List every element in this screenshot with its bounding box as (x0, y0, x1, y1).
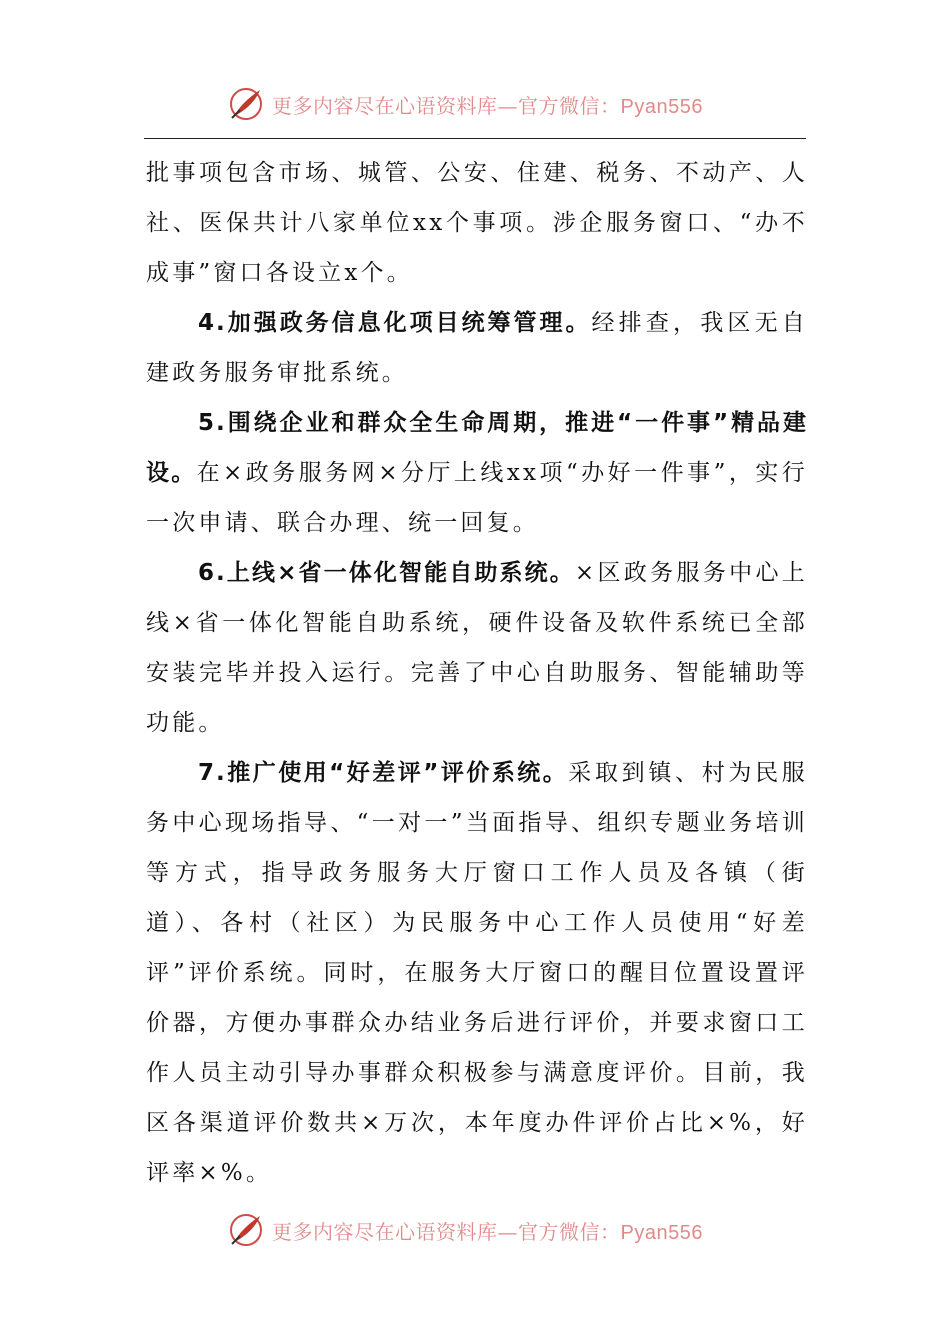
header-divider (144, 138, 806, 139)
document-body (146, 148, 808, 1198)
item-heading: 7.推广使用“好差评”评价系统。 (198, 760, 569, 786)
footer-watermark (0, 1208, 950, 1252)
paragraph-continued: 批事项包含市场、城管、公安、住建、税务、不动产、人社、医保共计八家单位xx个事项。涉企服务窗口、“办不成事”窗口各设立x个。 (146, 160, 808, 286)
paragraph-item-7: 7.推广使用“好差评”评价系统。采取到镇、村为民服务中心现场指导、“一对一”当面指导、组织专题业务培训等方式，指导政务服务大厅窗口工作人员及各镇（街道）、各村（社区）为民服务中心工作人员使用“好差评”评价系统。同时，在服务大厅窗口的醒目位置设置评价器，方便办事群众办结业务后进行评价，并要求窗口工作人员主动引导办事群众积极参与满意度评价。目前，我区各渠道评价数共×万次，本年度办件评价占比×%，好评率×%。 (146, 760, 808, 1186)
feather-pen-logo-icon (226, 84, 266, 124)
item-heading: 6.上线×省一体化智能自助系统。 (198, 560, 575, 586)
paragraph-item-6: 6.上线×省一体化智能自助系统。×区政务服务中心上线×省一体化智能自助系统，硬件设备及软件系统已全部安装完毕并投入运行。完善了中心自助服务、智能辅助等功能。 (146, 560, 809, 736)
paragraph-item-5: 5.围绕企业和群众全生命周期，推进“一件事”精品建设。在×政务服务网×分厅上线xx项“办好一件事”，实行一次申请、联合办理、统一回复。 (146, 410, 808, 536)
paragraph-item-4: 4.加强政务信息化项目统筹管理。经排查，我区无自建政务服务审批系统。 (146, 310, 808, 386)
item-heading: 5.围绕企业和群众全生命周期，推进“一件事”精品建设。 (146, 410, 808, 486)
feather-pen-logo-icon (226, 1210, 266, 1250)
watermark-text: 更多内容尽在心语资料库—官方微信：Pyan556 (272, 1219, 703, 1244)
watermark-text: 更多内容尽在心语资料库—官方微信：Pyan556 (272, 93, 703, 118)
header-watermark (0, 82, 950, 126)
item-heading: 4.加强政务信息化项目统筹管理。 (198, 310, 592, 336)
